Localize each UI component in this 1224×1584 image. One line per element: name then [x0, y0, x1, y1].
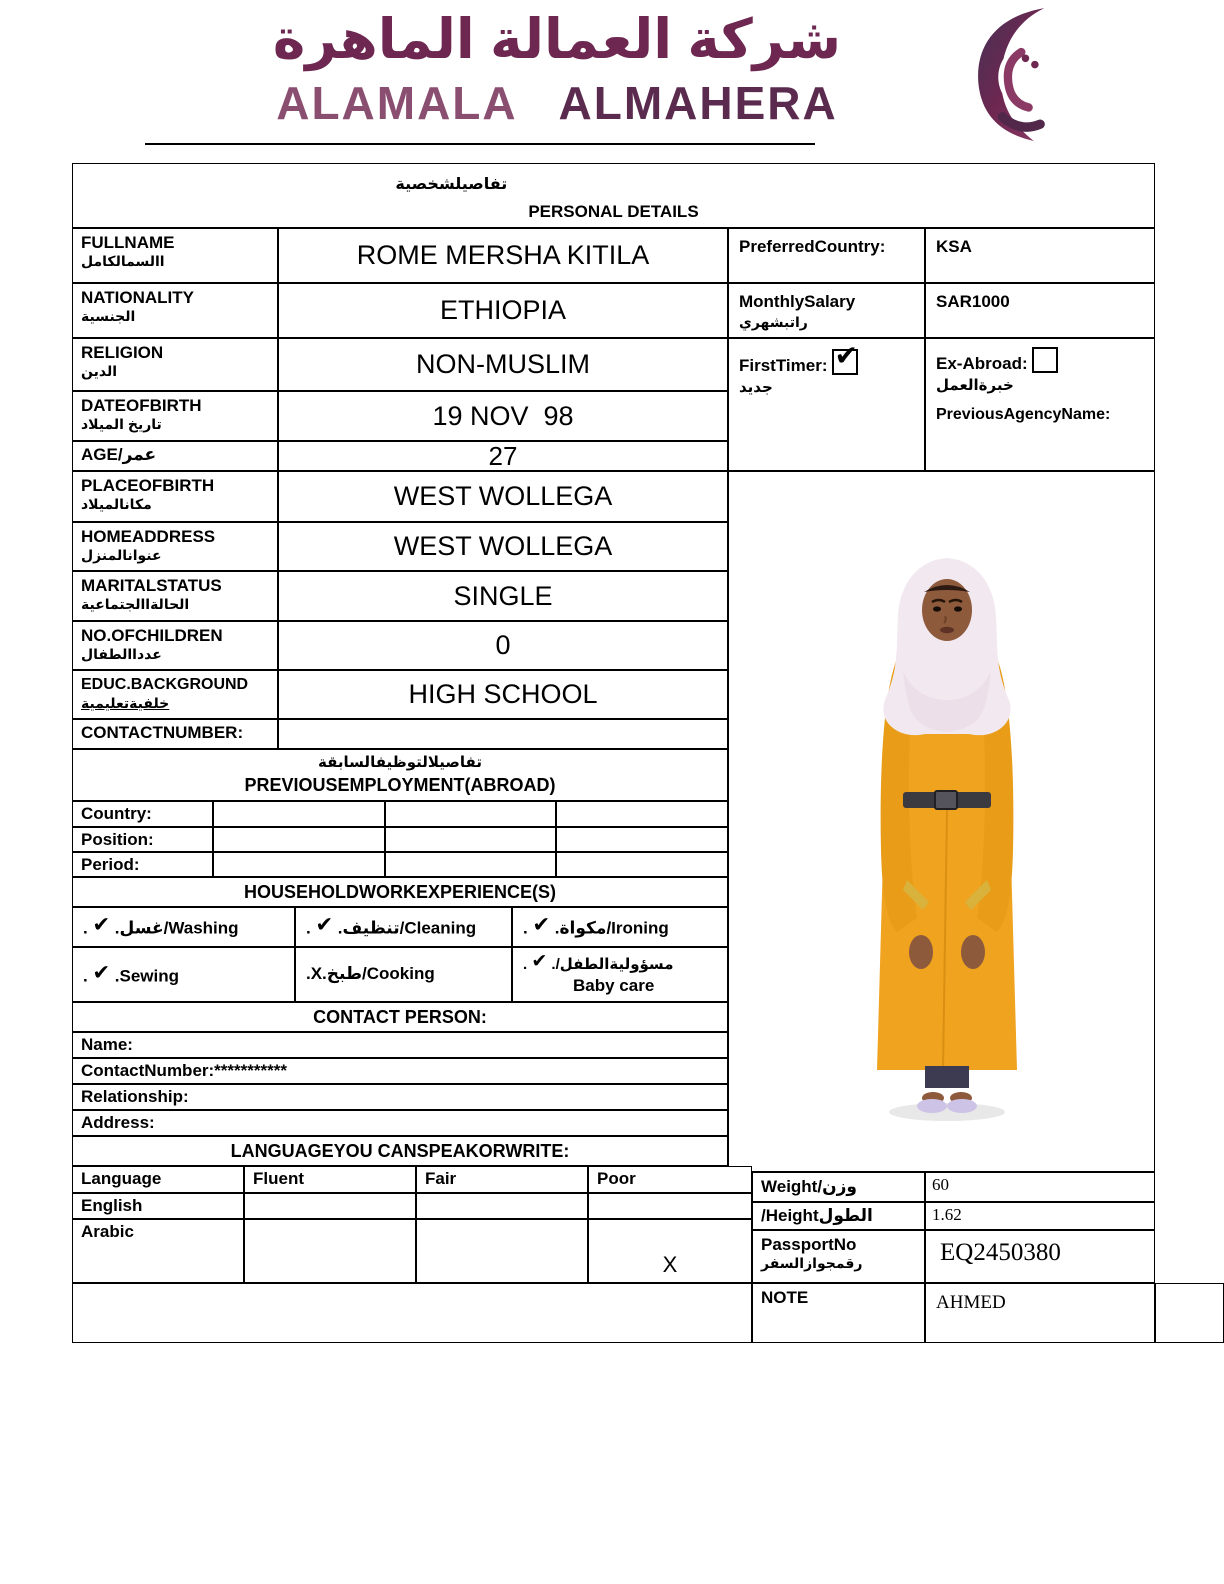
homeaddress-label: HOMEADDRESS [81, 527, 216, 546]
babycare-checkmark: ✔ [531, 951, 548, 972]
ironing-dot: . [523, 918, 533, 938]
cleaning-label: .تنظيف/Cleaning [333, 918, 477, 938]
educ-label-cell [72, 670, 278, 719]
prev-employment-header-cell [72, 749, 728, 801]
preferred-country-label: PreferredCountry: [739, 237, 886, 256]
cooking-label: .X.طبخ/Cooking [306, 964, 435, 983]
height-label: /Heightالطول [761, 1206, 873, 1225]
country-label: Country: [81, 804, 152, 823]
babycare-dot: . [523, 956, 532, 973]
dob-label: DATEOFBIRTH [81, 396, 202, 415]
maritalstatus-label: MARITALSTATUS [81, 576, 222, 595]
lang-col-fair-cell [416, 1166, 588, 1193]
contactnumber-value [279, 720, 727, 748]
monthly-salary-label-cell [728, 283, 925, 338]
personal-details-title: PERSONAL DETAILS [528, 202, 699, 221]
babycare-cell [512, 947, 728, 1002]
ironing-cell [512, 907, 728, 947]
personal-details-arabic: تفاصيلشخصية [395, 176, 508, 193]
previous-agency-label: PreviousAgencyName: [936, 406, 1111, 423]
contactnumber-label-cell [72, 719, 278, 749]
pob-label-cell [72, 471, 278, 522]
fullname-label-ar: االسمالكامل [81, 253, 165, 269]
sewing-cell [72, 947, 295, 1002]
lang-col-poor-cell [588, 1166, 752, 1193]
first-timer-ar: جديد [739, 379, 773, 396]
english-fair-cell [416, 1193, 588, 1219]
cp-relationship-cell [72, 1084, 728, 1110]
period-label: Period: [81, 855, 140, 874]
english-company-name-part1: ALAMALA [276, 77, 518, 129]
position-cell-1 [213, 827, 385, 852]
country-cell-2 [385, 801, 556, 827]
note-extra-cell [1155, 1283, 1224, 1343]
height-label-cell [752, 1202, 925, 1230]
ex-abroad-checkbox [1032, 347, 1058, 373]
english-row-name: English [81, 1196, 143, 1215]
lang-col-fluent-cell [244, 1166, 416, 1193]
contact-person-title: CONTACT PERSON: [313, 1007, 487, 1027]
letterhead-english-title [72, 76, 1042, 132]
arabic-fluent-cell [244, 1219, 416, 1283]
preferred-country-label-cell [728, 228, 925, 283]
pob-label-ar: مكانالميلاد [81, 496, 152, 512]
period-cell-1 [213, 852, 385, 877]
first-timer-label: FirstTimer: [739, 356, 828, 375]
passport-label-ar: رقمجوازالسفر [761, 1255, 863, 1271]
babycare-label-en: Baby care [573, 976, 655, 995]
homeaddress-value: WEST WOLLEGA [393, 531, 613, 561]
english-company-name-part2: ALMAHERA [558, 77, 838, 129]
age-label-cell [72, 441, 278, 471]
cp-address-label: Address: [81, 1113, 155, 1132]
monthly-salary-value: SAR1000 [936, 292, 1010, 311]
weight-label-cell [752, 1172, 925, 1202]
note-label: NOTE [761, 1288, 809, 1307]
passport-value-cell [925, 1230, 1155, 1283]
position-cell-3 [556, 827, 728, 852]
english-poor-cell [588, 1193, 752, 1219]
note-label-cell [752, 1283, 925, 1343]
dob-label-cell [72, 391, 278, 441]
position-label-cell [72, 827, 213, 852]
sewing-checkmark: ✔ [92, 961, 111, 984]
dob-value: 19 NOV 98 [432, 400, 574, 431]
washing-checkmark: ✔ [92, 913, 111, 937]
religion-value: NON-MUSLIM [416, 349, 590, 379]
cooking-cell [295, 947, 512, 1002]
cleaning-dot: . [306, 918, 316, 938]
preferred-country-value-cell [925, 228, 1155, 283]
religion-label: RELIGION [81, 343, 164, 362]
washing-label: .غسل/Washing [110, 918, 239, 938]
washing-dot: . [83, 918, 93, 938]
passport-label-cell [752, 1230, 925, 1283]
babycare-label-ar: ./مسؤوليةالطفل [547, 956, 674, 973]
nationality-value-cell [278, 283, 728, 338]
pob-label: PLACEOFBIRTH [81, 476, 215, 495]
maritalstatus-value-cell [278, 571, 728, 621]
dob-label-ar: تاريخ الميلاد [81, 416, 162, 432]
prev-employment-ar: تفاصيلالتوظيفالسابقة [318, 754, 482, 771]
maritalstatus-value: SINGLE [453, 580, 553, 611]
monthly-salary-value-cell [925, 283, 1155, 338]
monthly-salary-label: MonthlySalary [739, 292, 856, 311]
age-value-cell [278, 441, 728, 471]
country-label-cell [72, 801, 213, 827]
cp-contactnumber-label: ContactNumber:*********** [81, 1061, 287, 1080]
dob-value-cell [278, 391, 728, 441]
nationality-label-ar: الجنسية [81, 308, 136, 324]
fullname-value-cell [278, 228, 728, 283]
children-label-cell [72, 621, 278, 670]
cp-relationship-label: Relationship: [81, 1087, 189, 1106]
first-timer-cell [728, 338, 925, 471]
language-header-cell [72, 1136, 728, 1166]
educ-value: HIGH SCHOOL [408, 679, 598, 709]
first-timer-checkmark: ✔ [834, 340, 858, 371]
height-value-cell [925, 1202, 1155, 1230]
homeaddress-label-ar: عنوانالمنزل [81, 547, 162, 563]
language-empty-row-cell [72, 1283, 752, 1343]
company-logo-woman-icon [962, 6, 1068, 142]
religion-label-ar: الدين [81, 363, 117, 379]
period-cell-3 [556, 852, 728, 877]
ex-abroad-ar: خبرةالعمل [936, 377, 1014, 394]
note-value: AHMED [936, 1292, 1006, 1313]
position-cell-2 [385, 827, 556, 852]
washing-cell [72, 907, 295, 947]
nationality-value: ETHIOPIA [439, 295, 567, 325]
letterhead-underline [145, 143, 815, 145]
photo-cell [728, 471, 1155, 1172]
children-value: 0 [495, 630, 511, 660]
contact-person-header-cell [72, 1002, 728, 1032]
weight-value: 60 [932, 1175, 949, 1194]
preferred-country-value: KSA [936, 237, 972, 256]
age-label: AGE/عمر [81, 445, 157, 464]
arabic-row-name: Arabic [81, 1222, 134, 1241]
ex-abroad-label: Ex-Abroad: [936, 354, 1028, 373]
lang-col-fluent: Fluent [253, 1169, 304, 1188]
children-label-ar: عدداالطفال [81, 646, 162, 662]
english-row-name-cell [72, 1193, 244, 1219]
language-title: LANGUAGEYOU CANSPEAKORWRITE: [230, 1141, 570, 1161]
weight-value-cell [925, 1172, 1155, 1202]
age-value: 27 [488, 440, 518, 471]
passport-label: PassportNo [761, 1235, 857, 1254]
note-value-cell [925, 1283, 1155, 1343]
arabic-company-name: شركة العمالة الماهرة [272, 8, 842, 70]
period-label-cell [72, 852, 213, 877]
religion-value-cell [278, 338, 728, 391]
lang-col-fair: Fair [425, 1169, 457, 1188]
nationality-label-cell [72, 283, 278, 338]
educ-label-ar: خلفيةتعليمية [81, 695, 170, 711]
country-cell-1 [213, 801, 385, 827]
lang-col-language: Language [81, 1169, 162, 1188]
candidate-photo [837, 550, 1057, 1130]
lang-col-language-cell [72, 1166, 244, 1193]
position-label: Position: [81, 830, 154, 849]
cp-name-cell [72, 1032, 728, 1058]
personal-details-header-cell [72, 163, 1155, 228]
homeaddress-value-cell [278, 522, 728, 571]
arabic-row-name-cell [72, 1219, 244, 1283]
cleaning-checkmark: ✔ [315, 913, 334, 937]
educ-label: EDUC.BACKGROUND [81, 676, 249, 693]
nationality-label: NATIONALITY [81, 288, 195, 307]
height-value: 1.62 [932, 1205, 962, 1224]
passport-value: EQ2450380 [940, 1239, 1061, 1266]
pob-value-cell [278, 471, 728, 522]
children-value-cell [278, 621, 728, 670]
sewing-dot: . [83, 966, 93, 985]
english-fluent-cell [244, 1193, 416, 1219]
maritalstatus-label-ar: الحالةاالجتماعية [81, 596, 190, 612]
fullname-label: FULLNAME [81, 233, 175, 252]
weight-label: Weight/وزن [761, 1177, 857, 1196]
period-cell-2 [385, 852, 556, 877]
cleaning-cell [295, 907, 512, 947]
fullname-value: ROME MERSHA KITILA [356, 240, 650, 270]
ironing-checkmark: ✔ [532, 913, 551, 937]
letterhead-arabic-title [72, 4, 1042, 76]
sewing-label: .Sewing [110, 966, 180, 985]
children-label: NO.OFCHILDREN [81, 626, 223, 645]
lang-col-poor: Poor [597, 1169, 636, 1188]
pob-value: WEST WOLLEGA [393, 481, 613, 511]
homeaddress-label-cell [72, 522, 278, 571]
prev-employment-title: PREVIOUSEMPLOYMENT(ABROAD) [244, 775, 556, 795]
arabic-poor-cell [588, 1219, 752, 1283]
cp-contactnumber-cell [72, 1058, 728, 1084]
first-timer-checkbox [832, 340, 858, 375]
maritalstatus-label-cell [72, 571, 278, 621]
monthly-salary-label-ar: راتبشهري [739, 314, 808, 330]
ironing-label: .مكواة/Ironing [550, 918, 669, 938]
arabic-poor-x-mark: X [662, 1252, 678, 1277]
cp-address-cell [72, 1110, 728, 1136]
country-cell-3 [556, 801, 728, 827]
household-title: HOUSEHOLDWORKEXPERIENCE(S) [243, 882, 557, 902]
fullname-label-cell [72, 228, 278, 283]
arabic-fair-cell [416, 1219, 588, 1283]
cp-name-label: Name: [81, 1035, 133, 1054]
religion-label-cell [72, 338, 278, 391]
household-header-cell [72, 877, 728, 907]
educ-value-cell [278, 670, 728, 719]
contactnumber-value-cell [278, 719, 728, 749]
ex-abroad-cell [925, 338, 1155, 471]
contactnumber-label: CONTACTNUMBER: [81, 723, 244, 742]
